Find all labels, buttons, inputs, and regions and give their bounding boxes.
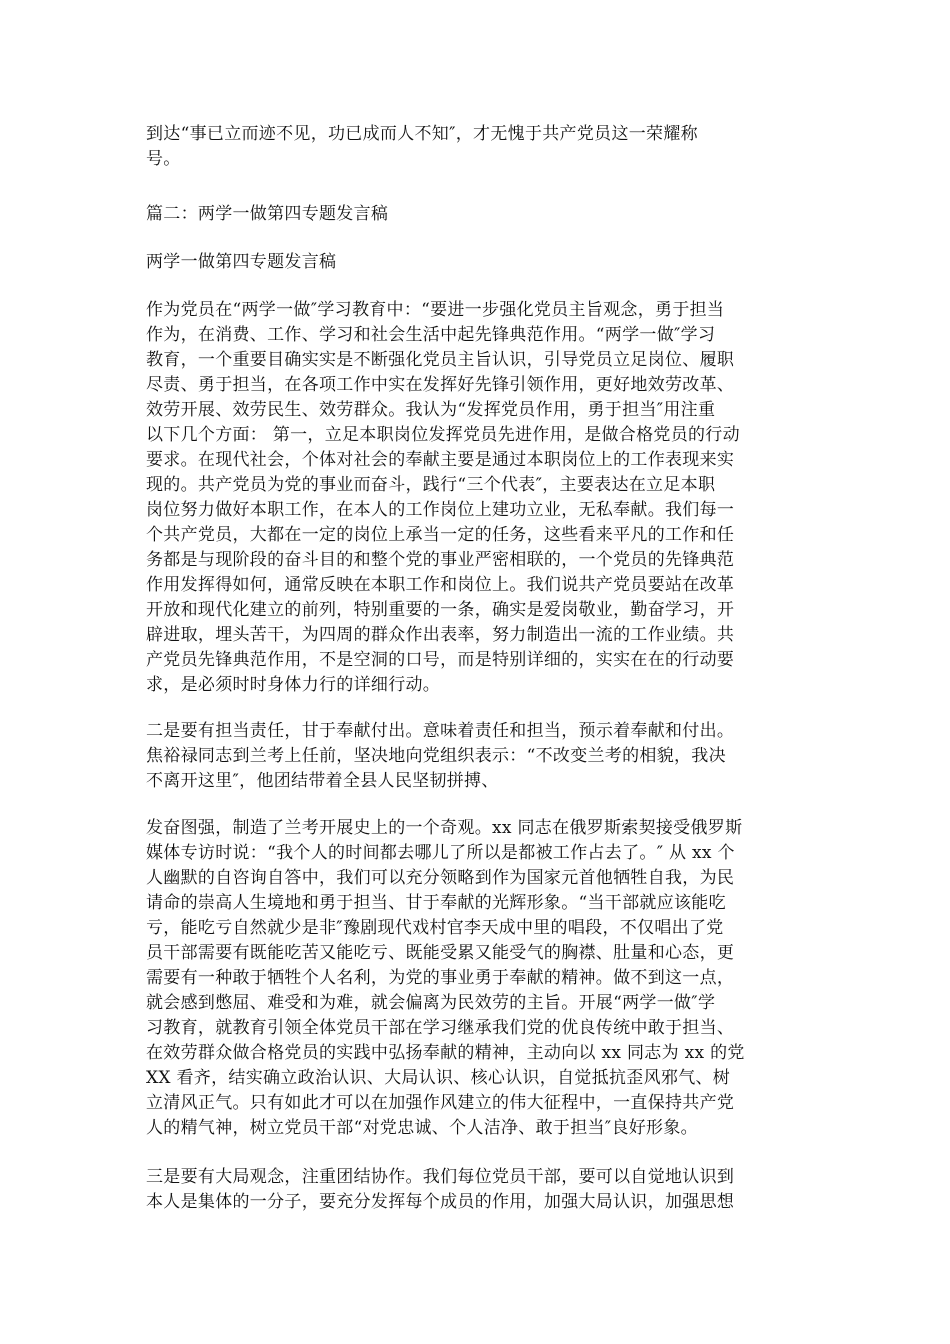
paragraph-body-2: 二是要有担当责任，甘于奉献付出。意味着责任和担当，预示着奉献和付出。 焦裕禄同志到兰考上任前，坚决地向党组织表示：“不改变兰考的相貌，我决 不离开这里″，他团结带着全县人民坚韧拼搏、	[146, 721, 735, 791]
paragraph-body-4: 三是要有大局观念，注重团结协作。我们每位党员干部，要可以自觉地认识到 本人是集体的一分子，要充分发挥每个成员的作用，加强大局认识，加强思想	[146, 1167, 735, 1212]
paragraph-body-1: 作为党员在“两学一做″学习教育中：“要进一步强化党员主旨观念，勇于担当 作为，在消费、工作、学习和社会生活中起先锋典范作用。“两学一做″学习 教育，一个重要目确实实是不断强化党员主旨认识，引导党员立足岗位、履职 尽责、勇于担当，在各项工作中实在发挥好先锋引领作用，更好地效劳改革、 效劳开展、效劳民生、效劳群众。我认为“发挥党员作用，勇于担当″用注重 以下几个方面： 第一，立足本职岗位发挥党员先进作用，是做合格党员的行动 要求。在现代社会，个体对社会的奉献主要是通过本职岗位上的工作表现来实 现的。共产党员为党的事业而奋斗，践行“三个代表″，主要表达在立足本职 岗位努力做好本职工作，在本人的工作岗位上建功立业，无私奉献。我们每一 个共产党员，大都在一定的岗位上承当一定的任务，这些看来平凡的工作和任 务都是与现阶段的奋斗目的和整个党的事业严密相联的，一个党员的先锋典范 作用发挥得如何，通常反映在本职工作和岗位上。我们说共产党员要站在改革 开放和现代化建立的前列，特别重要的一条，确实是爱岗敬业，勤奋学习，开 辟进取，埋头苦干，为四周的群众作出表率，努力制造出一流的工作业绩。共 产党员先锋典范作用，不是空洞的口号，而是特别详细的，实实在在的行动要 求，是必须时时身体力行的详细行动。	[146, 300, 740, 695]
paragraph-body-3: 发奋图强，制造了兰考开展史上的一个奇观。xx 同志在俄罗斯索契接受俄罗斯 媒体专访时说：“我个人的时间都去哪儿了所以是都被工作占去了。″ 从 xx 个 人幽默的自咨询自答中，我们可以充分领略到作为国家元首他牺牲自我，为民 请命的崇高人生境地和勇于担当、甘于奉献的光辉形象。“当干部就应该能吃 亏，能吃亏自然就少是非″豫剧现代戏村官李天成中里的唱段，不仅唱出了党 员干部需要有既能吃苦又能吃亏、既能受累又能受气的胸襟、肚量和心态，更 需要有一种敢于牺牲个人名利，为党的事业勇于奉献的精神。做不到这一点， 就会感到憋屈、难受和为难，就会偏离为民效劳的主旨。开展“两学一做″学 习教育，就教育引领全体党员干部在学习继承我们党的优良传统中敢于担当、 在效劳群众做合格党员的实践中弘扬奉献的精神，主动向以 xx 同志为 xx 的党 XX 看齐，结实确立政治认识、大局认识、核心认识，自觉抵抗歪风邪气、树 立清风正气。只有如此才可以在加强作风建立的伟大征程中，一直保持共产党 人的精气神，树立党员干部“对党忠诚、个人洁净、敢于担当″良好形象。	[146, 818, 745, 1138]
document-subtitle: 两学一做第四专题发言稿	[146, 252, 337, 272]
paragraph-intro-ending: 到达“事已立而迹不见，功已成而人不知″，才无愧于共产党员这一荣耀称 号。	[146, 124, 698, 169]
section-heading: 篇二：两学一做第四专题发言稿	[146, 204, 389, 224]
